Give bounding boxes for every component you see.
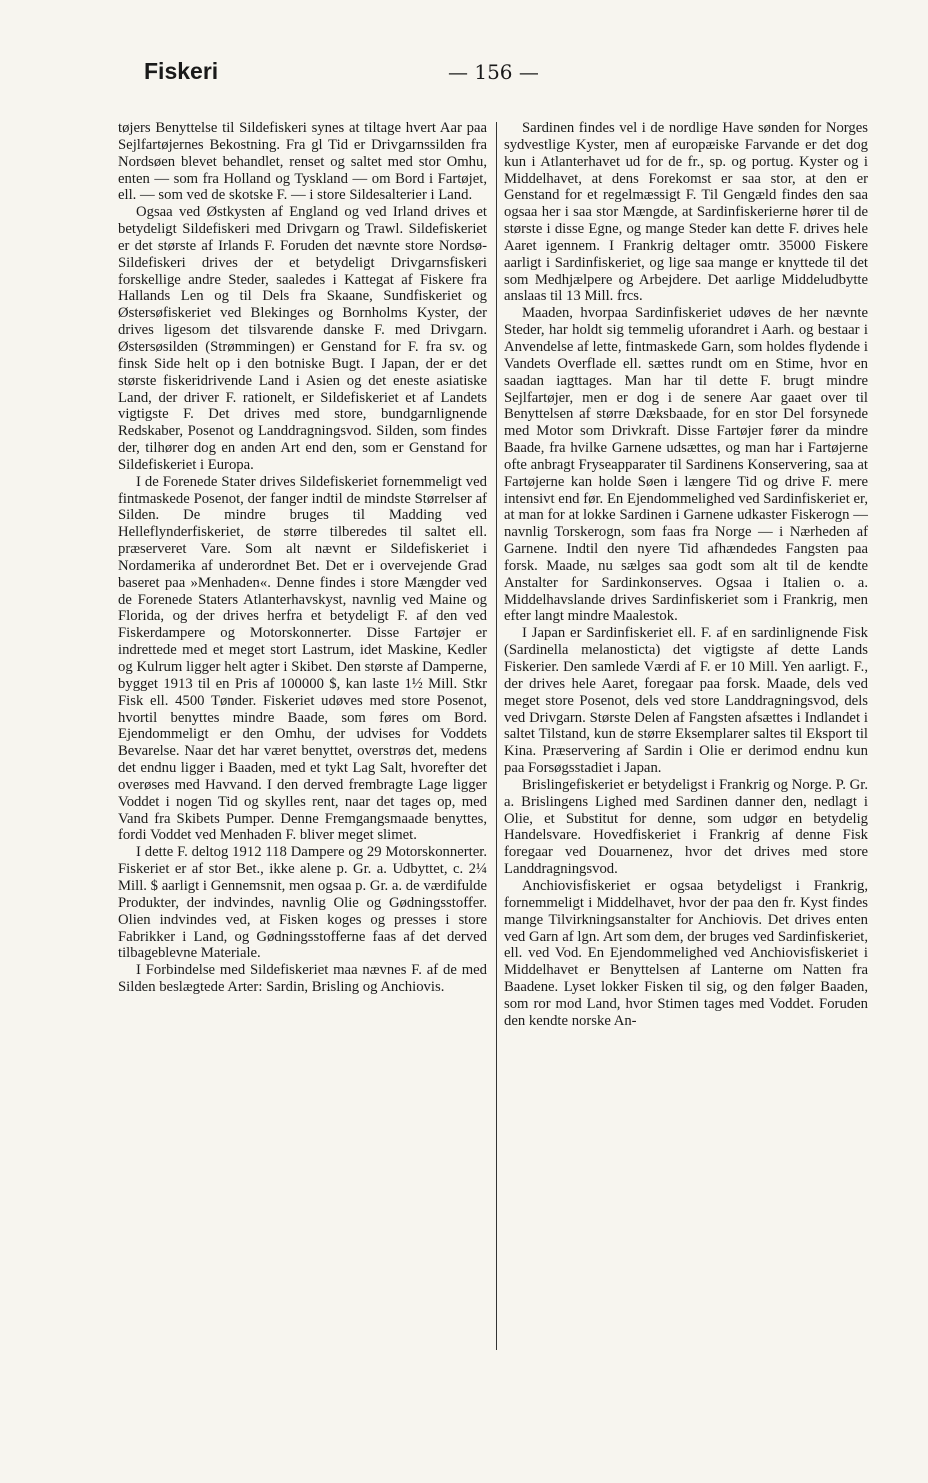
paragraph: I de Forenede Stater drives Sildefiskeriet fornemmeligt ved fintmaskede Posenot, der fanger indtil de mindste Størrelser af Silden. De mindre bruges til Madding ved Helleflynderfiskeriet, de større tilberedes til saltet ell. præserveret Vare. Som alt nævnt er Sildefiskeriet i Nordamerika af underordnet Bet. Det er i overvejende Grad baseret paa »Menhaden«. Denne findes i store Mængder ved de Forenede Staters Atlanterhavskyst, navnlig ved Maine og Florida, og der drives herfra et betydeligt F. af den ved Fiskerdampere og Motorskonnerter. Disse Fartøjer er indrettede med et meget stort Lastrum, idet Maskine, Kedler og Kulrum ligger helt agter i Skibet. Den største af Damperne, bygget 1913 til en Pris af 100000 $, kan laste 1½ Mill. Stkr Fisk ell. 4500 Tønder. Fiskeriet udøves med store Posenot, hvortil benyttes mindre Baade, som føres om Bord. Ejendommeligt er den Omhu, der udvises for Voddets Bevarelse. Naar det har været benyttet, overstrøs det, medens det endnu ligger i Baaden, med et tykt Lag Salt, hvorefter det overøses med Havvand. I den derved frembragte Lage ligger Voddet i nogen Tid og skylles rent, naar det tages op, med Vand fra Skibets Pumper. Denne Fremgangsmaade benyttes, fordi Voddet ved Menhaden F. bliver meget slimet.: [118, 473, 487, 844]
paragraph: I dette F. deltog 1912 118 Dampere og 29 Motorskonnerter. Fiskeriet er af stor Bet., ikke alene p. Gr. a. Udbyttet, c. 2¼ Mill. $ aarligt i Gennemsnit, men ogsaa p. Gr. a. de værdifulde Produkter, der indvindes, navnlig Olie og Gødningsstoffer. Olien indvindes ved, at Fisken koges og presses i store Fabrikker i Land, og Gødningsstofferne faas af det derved tilbageblevne Materiale.: [118, 844, 487, 962]
paragraph: Anchiovisfiskeriet er ogsaa betydeligst i Frankrig, fornemmeligt i Middelhavet, hvor der paa den fr. Kyst findes mange Tilvirkningsanstalter for Anchiovis. Det drives enten ved Garn af lgn. Art som dem, der bruges ved Sardinfiskeriet, ell. ved Vod. En Ejendommelighed ved Anchiovisfiskeriet i Middelhavet er Benyttelsen af Lanterne om Natten fra Baadene. Lyset lokker Fisken til sig, og den følger Baaden, som ror mod Land, hvor Stimen tages med Voddet. Foruden den kendte norske An-: [504, 877, 868, 1029]
paragraph: I Forbindelse med Sildefiskeriet maa nævnes F. af de med Silden beslægtede Arter: Sardin, Brisling og Anchiovis.: [118, 962, 487, 996]
paragraph: Maaden, hvorpaa Sardinfiskeriet udøves de her nævnte Steder, har holdt sig temmelig uforandret i Aarh. og bestaar i Anvendelse af lette, fintmaskede Garn, som holdes flydende i Vandets Overflade ell. sættes rundt om en Stime, hvor en saadan iagttages. Man har til dette F. brugt mindre Sejlfartøjer, men er dog i de senere Aar gaaet over til Benyttelsen af større Dæksbaade, for en stor Del forsynede med Motor som Drivkraft. Disse Fartøjer fører da mindre Baade, fra hvilke Garnene udsættes, og man har i Fartøjerne ofte anbragt Fryseapparater til Sardinens Konservering, saa at Fartøjerne kan holde Søen i længere Tid og drive F. mere intensivt end før. En Ejendommelighed ved Sardinfiskeriet er, at man for at lokke Sardinen i Garnene udkaster Fiskerogn — navnlig Torskerogn, som faas fra Norge — i Nærheden af Garnene. Indtil den nyere Tid afhændedes Fangsten paa forsk. Maade, nu sælges saa godt som alt til de kendte Anstalter for Sardinkonserves. Ogsaa i Italien o. a. Middelhavslande drives Sardinfiskeriet som i Frankrig, men efter langt mindre Maalestok.: [504, 305, 868, 625]
column-divider: [496, 122, 497, 1350]
page-number: — 156 —: [448, 60, 539, 84]
right-column: [504, 120, 868, 1030]
page-header: [118, 58, 854, 90]
paragraph: I Japan er Sardinfiskeriet ell. F. af en sardinlignende Fisk (Sardinella melanosticta) det vigtigste af dette Lands Fiskerier. Den samlede Værdi af F. er 10 Mill. Yen aarligt. F., der drives hele Aaret, foregaar paa forsk. Maade, dels ved meget store Posenot, dels ved store Landdragningsvod, dels ved Drivgarn. Største Delen af Fangsten afsættes i Indlandet i saltet Tilstand, kun de større Eksemplarer saltes til Eksport til Kina. Præservering af Sardin i Olie er derimod endnu kun paa Forsøgsstadiet i Japan.: [504, 625, 868, 777]
running-title: Fiskeri: [144, 58, 219, 84]
paragraph: Brislingefiskeriet er betydeligst i Frankrig og Norge. P. Gr. a. Brislingens Lighed med Sardinen danner den, nedlagt i Olie, et Substitut for denne, som udgør en betydelig Handelsvare. Hovedfiskeriet i Frankrig af denne Fisk foregaar ved Douarnenez, hvor det drives med store Landdragningsvod.: [504, 776, 868, 878]
left-column: [118, 120, 487, 996]
paragraph: Ogsaa ved Østkysten af England og ved Irland drives et betydeligt Sildefiskeri med Drivgarn og Trawl. Sildefiskeriet er det største af Irlands F. Foruden det nævnte store Nordsø-Sildefiskeri drives der et betydeligt Drivgarnsfiskeri forskellige andre Steder, saaledes i Kattegat af Fiskere fra Hallands Len og til Dels fra Skaane, Sundfiskeriet og Østersøfiskeriet ved Blekinges og Bornholms Kyster, der drives ligesom det tilsvarende danske F. med Drivgarn. Østersøsilden (Strømmingen) er Genstand for F. fra sv. og finsk Side helt op i den botniske Bugt. I Japan, der er det største fiskeridrivende Land i Asien og det eneste asiatiske Land, der driver F. rationelt, er Sildefiskeriet et af Landets vigtigste F. Det drives med store, bundgarnlignende Redskaber, Posenot og Landdragningsvod. Silden, som findes der, tilhører dog en anden Art end den, som er Genstand for Sildefiskeriet i Europa.: [118, 204, 487, 473]
paragraph: Sardinen findes vel i de nordlige Have sønden for Norges sydvestlige Kyster, men af europæiske Farvande er det dog kun i Atlanterhavet ud for de fr., sp. og portug. Kyster og i Middelhavet, at dens Forekomst er saa stor, at den er Genstand for et regelmæssigt F. Til Gengæld findes den saa ogsaa her i saa stor Mængde, at Sardinfiskerierne hører til de største i disse Egne, og mange Steder kan dette F. drives hele Aaret igennem. I Frankrig deltager omtr. 35000 Fiskere aarligt i Sardinfiskeriet, og lige saa mange er knyttede til det som Medhjælpere og Arbejdere. Det aarlige Middeludbytte anslaas til 13 Mill. frcs.: [504, 120, 868, 305]
paragraph: tøjers Benyttelse til Sildefiskeri synes at tiltage hvert Aar paa Sejlfartøjernes Bekostning. Fra gl Tid er Drivgarnssilden fra Nordsøen blevet behandlet, renset og saltet med stor Omhu, enten — som fra Holland og Tyskland — om Bord i Fartøjet, ell. — som ved de skotske F. — i store Sildesalterier i Land.: [118, 120, 487, 204]
